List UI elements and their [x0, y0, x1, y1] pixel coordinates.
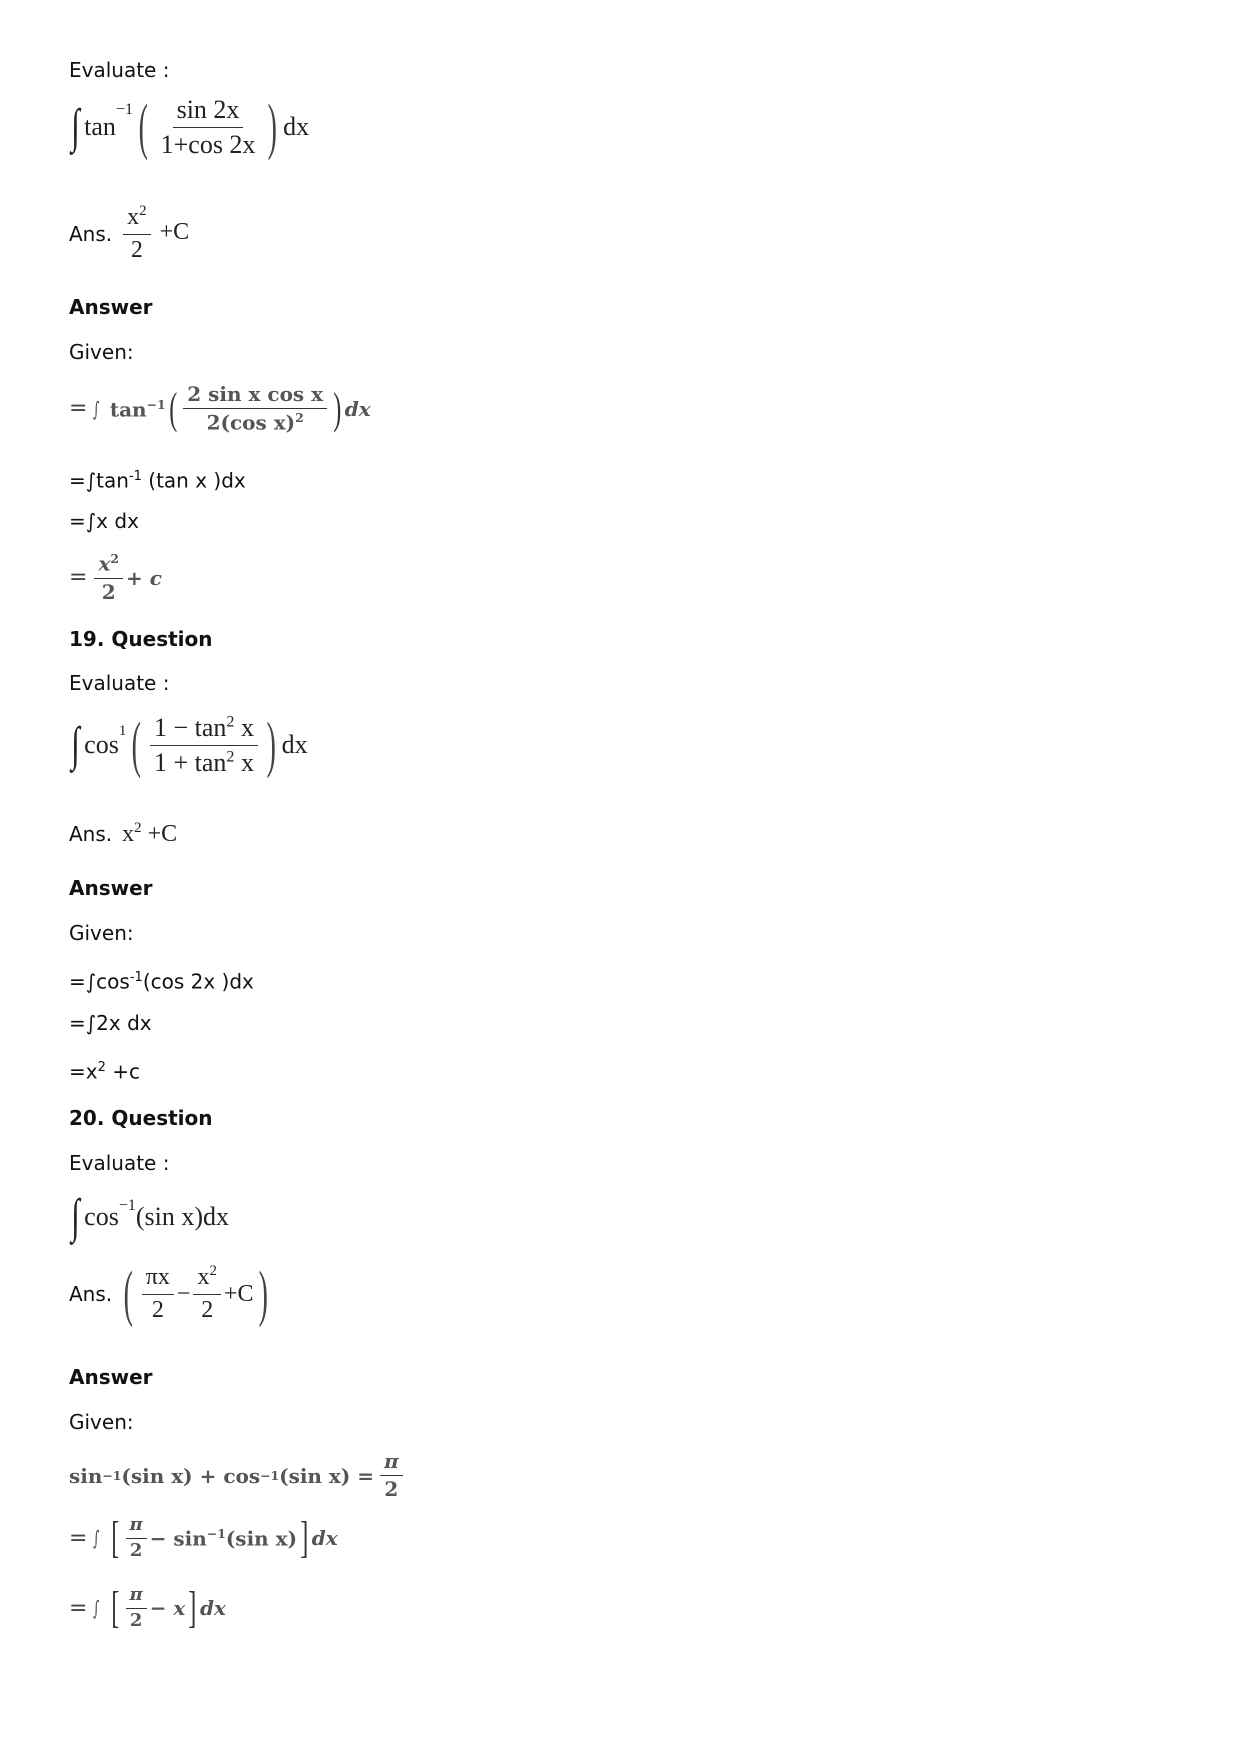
fn-sup: −1	[115, 101, 133, 118]
answer-heading: Answer	[69, 1365, 153, 1389]
given-label: Given:	[69, 340, 134, 364]
evaluate-label: Evaluate :	[69, 671, 170, 695]
q20-step2: = ∫ [ $\frac{\pi}{2}$ − x ] dx	[69, 1583, 226, 1633]
q18-step1	[69, 383, 371, 435]
numerator: sin 2x	[173, 95, 244, 128]
q20-integral-expression: ∫ cos $^{-1}$ (sin x)dx	[71, 1190, 230, 1243]
argument: (sin x)dx	[135, 1202, 230, 1231]
fraction: $\frac{x^2}{2}$	[94, 552, 123, 604]
left-paren: (	[168, 383, 177, 433]
q20-identity: sin −1 (sin x) + cos −1 (sin x) = $\frac{\pi}{2}$	[69, 1450, 406, 1501]
q18-step2: $=\int\tan^{-1}$ (tan x )dx	[69, 468, 246, 493]
ans-expression	[120, 203, 189, 264]
fn-name: cos	[84, 1202, 119, 1231]
integral-sign: ∫	[71, 100, 80, 154]
fn-name: tan	[84, 112, 116, 142]
left-paren: (	[132, 711, 142, 780]
ans-label: Ans.	[69, 822, 113, 846]
q19-step2: =∫2x dx	[69, 1011, 152, 1035]
fraction: $\frac{\text{2 sin x cos x}}{2(\cos x)^2}$	[183, 383, 327, 435]
ans-sup: 2	[139, 203, 147, 219]
q18-integral-expression	[69, 95, 309, 160]
ans-den: 2	[130, 236, 143, 263]
tail: + c	[126, 565, 162, 590]
question-heading-19: 19. Question	[69, 627, 213, 651]
q18-step3: =∫x dx	[69, 509, 139, 533]
fn-block: $\tan^{-1}$	[109, 396, 166, 422]
ans-num: x	[127, 204, 140, 230]
equals: =	[69, 396, 88, 422]
right-paren: )	[266, 711, 276, 780]
q18-step4	[69, 552, 162, 604]
fraction	[157, 95, 260, 160]
denominator: 1+cos 2x	[160, 129, 256, 159]
left-paren: (	[138, 93, 148, 162]
integral-sign: ∫	[71, 1190, 80, 1243]
dx: dx	[283, 112, 310, 142]
right-paren: )	[333, 383, 342, 433]
equals: =	[69, 565, 88, 591]
right-paren: )	[268, 93, 278, 162]
answer-heading: Answer	[69, 876, 153, 900]
given-label: Given:	[69, 921, 134, 945]
answer-heading: Answer	[69, 295, 153, 319]
ans-label: Ans.	[69, 1282, 113, 1306]
integral-sign: ∫	[71, 718, 80, 772]
q19-answer-line	[69, 820, 177, 848]
q18-answer-line	[69, 203, 189, 264]
q19-integral-expression: ∫ cos $^1$ ( $\frac{1 - \tan^2 x}{1 + \tan^2 x}$ ) dx	[71, 711, 308, 780]
dx: dx	[281, 730, 308, 760]
ans-expression: $x^2 +C$	[122, 820, 178, 847]
q19-step3: $=x^2 +c$	[69, 1059, 140, 1084]
denominator: 2(cos x)	[206, 410, 296, 435]
evaluate-label: Evaluate :	[69, 1151, 170, 1175]
q19-step1: $=\int\cos^{-1}(\cos$ 2x )dx	[69, 969, 254, 994]
q20-answer-line	[69, 1260, 274, 1328]
ans-label: Ans.	[69, 221, 113, 246]
q20-step1: = ∫ [ $\frac{\pi}{2}$ − $\sin^{-1}(\sin$ x) ] dx	[69, 1513, 338, 1563]
given-label: Given:	[69, 1410, 134, 1434]
integral-sign: ∫	[93, 396, 100, 421]
fn-name: cos	[84, 730, 119, 760]
ans-tail: +C	[159, 219, 190, 246]
question-heading-20: 20. Question	[69, 1106, 213, 1130]
dx: dx	[344, 396, 371, 421]
numerator: 2 sin x cos x	[183, 383, 327, 409]
evaluate-label: Evaluate :	[69, 58, 170, 82]
ans-expression: ( $\frac{\pi x}{2}$ − $\frac{x^2}{2}$ +C )	[123, 1260, 269, 1328]
fraction: $\frac{1 - \tan^2 x}{1 + \tan^2 x}$	[150, 713, 258, 778]
